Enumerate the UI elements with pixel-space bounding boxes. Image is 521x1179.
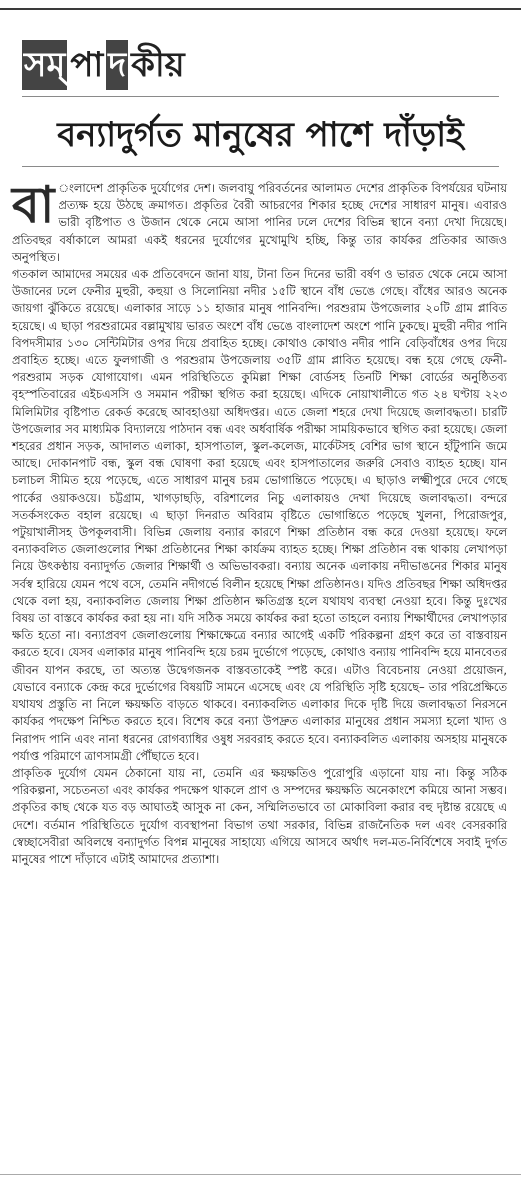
- masthead-part-1: সম্: [22, 40, 67, 90]
- paragraph-text-1: ংলাদেশ প্রাকৃতিক দুর্যোগের দেশ। জলবায়ু পরিবর্তনের আলামত দেশের প্রাকৃতিক বিপর্যয়ের ঘটনায় প্রত্যক্ষ হয়ে উঠছে ক্রমাগত। প্রকৃতির বৈরী আচরণের শিকার হচ্ছে দেশের সাধারণ মানুষ। এবারও ভারী বৃষ্টিপাত ও উজান থেকে নেমে আসা পানির ঢলে দেশের বিভিন্ন স্থানে বন্যা দেখা দিয়েছে। প্রতিবছর বর্ষাকালে আমরা একই ধরনের দুর্যোগের মুখোমুখি হচ্ছি, কিন্তু তার কার্যকর প্রতিকার আজও অনুপস্থিত।: [12, 181, 507, 264]
- article-paragraph-1: [12, 176, 507, 266]
- top-rule: [0, 8, 521, 10]
- masthead-part-2: পা: [70, 45, 104, 85]
- article-paragraph-2: গতকাল আমাদের সময়ের এক প্রতিবেদনে জানা যায়, টানা তিন দিনের ভারী বর্ষণ ও ভারত থেকে নেমে আসা উজানের ঢলে ফেনীর মুহুরী, কহুয়া ও সিলোনিয়া নদীর ১৫টি স্থানে বাঁধ ভেঙে গেছে। বাঁধের আরও অনেক জায়গা ঝুঁকিতে রয়েছে। এলাকার সাড়ে ১১ হাজার মানুষ পানিবন্দি। পরশুরাম উপজেলার ২০টি গ্রাম প্লাবিত হয়েছে। এ ছাড়া পরশুরামের বল্লামুখায় ভারত অংশে বাঁধ ভেঙে বাংলাদেশ অংশে পানি ঢুকছে। মুহুরী নদীর পানি বিপদসীমার ১৩০ সেন্টিমিটার ওপর দিয়ে প্রবাহিত হচ্ছে। কোথাও কোথাও নদীর পানি বেড়িবাঁধের ওপর দিয়ে প্রবাহিত হচ্ছে। এতে ফুলগাজী ও পরশুরাম উপজেলায় ৩৫টি গ্রাম প্লাবিত হয়েছে। বন্ধ হয়ে গেছে ফেনী-পরশুরাম সড়ক যোগাযোগ। এমন পরিস্থিতিতে কুমিল্লা শিক্ষা বোর্ডসহ তিনটি শিক্ষা বোর্ডের অনুষ্ঠিতব্য বৃহস্পতিবারের এইচএসসি ও সমমান পরীক্ষা স্থগিত করা হয়েছে। এদিকে নোয়াখালীতে গত ২৪ ঘণ্টায় ২২৩ মিলিমিটার বৃষ্টিপাত রেকর্ড করেছে আবহাওয়া অধিদপ্তর। এতে জেলা শহরে দেখা দিয়েছে জলাবদ্ধতা। চারটি উপজেলার সব মাধ্যমিক বিদ্যালয়ে পাঠদান বন্ধ এবং অর্ধবার্ষিক পরীক্ষা সাময়িকভাবে স্থগিত করা হয়েছে। জেলা শহরের প্রধান সড়ক, আদালত এলাকা, হাসপাতাল, স্কুল-কলেজ, মার্কেটসহ বেশির ভাগ স্থানে হাঁটুপানি জমে আছে। দোকানপাট বন্ধ, স্কুল বন্ধ ঘোষণা করা হয়েছে এবং হাসপাতালের জরুরি সেবাও ব্যাহত হচ্ছে। যান চলাচল সীমিত হয়ে পড়েছে, এতে সাধারণ মানুষ চরম ভোগান্তিতে পড়েছে। এ ছাড়াও লক্ষ্মীপুরে দেবে গেছে পার্কের ওয়াকওয়ে। চট্টগ্রাম, খাগড়াছড়ি, বরিশালের নিচু এলাকায়ও দেখা দিয়েছে জলাবদ্ধতা। বন্দরে সতর্কসংকেত বহাল রয়েছে। এ ছাড়া দিনরাত অবিরাম বৃষ্টিতে ভোগান্তিতে পড়েছে খুলনা, পিরোজপুর, পটুয়াখালীসহ উপকূলবাসী। বিভিন্ন জেলায় বন্যার কারণে শিক্ষা প্রতিষ্ঠান বন্ধ করে দেওয়া হয়েছে। ফলে বন্যাকবলিত জেলাগুলোর শিক্ষা প্রতিষ্ঠানের শিক্ষা কার্যক্রম ব্যাহত হচ্ছে। শিক্ষা প্রতিষ্ঠান বন্ধ থাকায় লেখাপড়া নিয়ে উৎকণ্ঠায় বন্যাদুর্গত জেলার শিক্ষার্থী ও অভিভাবকরা। বন্যায় অনেক এলাকায় নদীভাঙনের শিকার মানুষ সর্বস্ব হারিয়ে যেমন পথে বসে, তেমনি নদীগর্ভে বিলীন হয়েছে শিক্ষা প্রতিষ্ঠানও। যদিও প্রতিবছর শিক্ষা অধিদপ্তর থেকে বলা হয়, বন্যাকবলিত জেলায় শিক্ষা প্রতিষ্ঠান ক্ষতিগ্রস্ত হলে যথাযথ ব্যবস্থা নেওয়া হবে। কিন্তু দুঃখের বিষয় তা বাস্তবে কার্যকর করা হয় না। যদি সঠিক সময়ে কার্যকর করা হতো তাহলে বন্যায় শিক্ষার্থীদের লেখাপড়ার ক্ষতি হতো না। বন্যাপ্রবণ জেলাগুলোয় শিক্ষাক্ষেত্রে বন্যার আগেই একটি পরিকল্পনা গ্রহণ করে তা বাস্তবায়ন করতে হবে। যেসব এলাকার মানুষ পানিবন্দি হয়ে চরম দুর্ভোগে পড়েছে, কোথাও বন্যায় পানিবন্দি হয়ে মানবেতর জীবন যাপন করছে, তা অত্যন্ত উদ্বেগজনক বাস্তবতাকেই স্পষ্ট করে। এটাও বিবেচনায় নেওয়া প্রয়োজন, যেভাবে বন্যাকে কেন্দ্র করে দুর্ভোগের বিষয়টি সামনে এসেছে এবং যে পরিস্থিতি সৃষ্টি হয়েছে– তার পরিপ্রেক্ষিতে যথাযথ প্রস্তুতি না নিলে ক্ষয়ক্ষতি বাড়তে থাকবে। বন্যাকবলিত এলাকার দিকে দৃষ্টি দিয়ে জলাবদ্ধতা নিরসনে কার্যকর পদক্ষেপ নিশ্চিত করতে হবে। বিশেষ করে বন্যা উপদ্রুত এলাকার মানুষের প্রধান সমস্যা হলো খাদ্য ও নিরাপদ পানি এবং নানা ধরনের রোগব্যাধির ওষুধ সরবরাহ করতে হবে। বন্যাকবলিত এলাকায় অসহায় মানুষকে পর্যাপ্ত পরিমাণে ত্রাণসামগ্রী পৌঁছাতে হবে।: [12, 267, 507, 763]
- masthead-part-4: কীয়: [131, 45, 185, 85]
- headline-divider: [22, 166, 499, 167]
- article-paragraph-3: প্রাকৃতিক দুর্যোগ যেমন ঠেকানো যায় না, তেমনি এর ক্ষয়ক্ষতিও পুরোপুরি এড়ানো যায় না। কিন্তু সঠিক পরিকল্পনা, সচেতনতা এবং কার্যকর পদক্ষেপ থাকলে প্রাণ ও সম্পদের ক্ষয়ক্ষতি অনেকাংশে কমিয়ে আনা সম্ভব। প্রকৃতির কাছ থেকে যত বড় আঘাতই আসুক না কেন, সম্মিলিতভাবে তা মোকাবিলা করার বহু দৃষ্টান্ত রয়েছে এ দেশে। বর্তমান পরিস্থিতিতে দুর্যোগ ব্যবস্থাপনা বিভাগ তথা সরকার, বিভিন্ন রাজনৈতিক দল এবং বেসরকারি স্বেচ্ছাসেবীরা অবিলম্বে বন্যাদুর্গত বিপন্ন মানুষের সাহায্যে এগিয়ে আসবে অর্থাৎ দল-মত-নির্বিশেষে সবাই দুর্গত মানুষের পাশে দাঁড়াবে এটাই আমাদের প্রত্যাশা।: [12, 765, 507, 866]
- masthead-divider: [22, 96, 499, 97]
- article-headline: বন্যাদুর্গত মানুষের পাশে দাঁড়াই: [57, 115, 464, 155]
- article-body: [12, 176, 507, 868]
- drop-cap: বা: [12, 176, 55, 234]
- section-masthead: [22, 40, 188, 90]
- masthead-part-3: দ: [106, 40, 128, 90]
- bottom-rule: [0, 1174, 521, 1175]
